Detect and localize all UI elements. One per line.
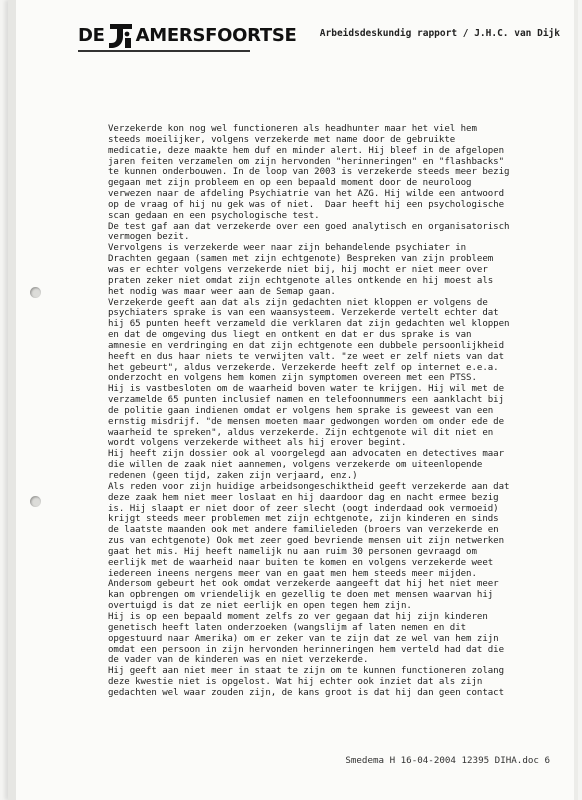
- body-text-line: kan opbrengen om vriendelijk en gezellig te doen met mensen waarvan hij: [108, 590, 494, 601]
- body-text-line: en dat de omgeving dus liegt en ontkent en dat er dus sprake is van: [108, 330, 472, 341]
- report-title: Arbeidsdeskundig rapport / J.H.C. van Dijk: [319, 28, 560, 39]
- page-footer: Smedema H 16-04-2004 12395 DIHA.doc 6: [345, 755, 550, 766]
- body-text-line: het gebeurt", aldus verzekerde. Verzekerde heeft zelf op internet e.e.a.: [108, 362, 499, 373]
- body-text-line: gaat het mis. Hij heeft namelijk nu aan ruim 30 personen gevraagd om: [108, 546, 477, 557]
- page-edge: [8, 0, 16, 800]
- body-text-line: de vader van de kinderen was en niet verzekerde.: [108, 655, 369, 666]
- body-text-line: Drachten gegaan (samen met zijn echtgenote) Bespreken van zijn probleem: [108, 254, 494, 265]
- page-edge: [574, 0, 578, 800]
- body-text-line: Verzekerde kon nog wel functioneren als headhunter maar het viel hem: [108, 124, 477, 134]
- body-text-line: te kunnen onderbouwen. In de loop van 2003 is verzekerde steeds meer bezig: [108, 167, 510, 178]
- body-text-line: redenen (geen tijd, zaken zijn verjaard, enz.): [108, 471, 358, 481]
- body-text-line: omdat een persoon in zijn hervonden herinneringen hem verteld had dat die: [108, 644, 505, 655]
- body-text-line: praten zeker niet omdat zijn echtgenote alles ontkende en hij moest als: [108, 275, 494, 286]
- body-text-line: overtuigd is dat ze niet eerlijk en open tegen hem zijn.: [108, 601, 412, 612]
- body-text-line: medicatie, deze maakte hem duf en minder alert. Hij bleef in de afgelopen: [108, 145, 505, 156]
- body-text-line: Hij is vastbesloten om de waarheid boven water te krijgen. Hij wil met de: [108, 384, 505, 395]
- body-text-line: Hij heeft zijn dossier ook al voorgelegd aan advocaten en detectives maar: [108, 449, 505, 460]
- company-logo: [78, 20, 297, 50]
- body-text-line: Vervolgens is verzekerde weer naar zijn behandelende psychiater in: [108, 243, 467, 254]
- body-text-line: De test gaf aan dat verzekerde over een goed analytisch en organisatorisch: [108, 221, 510, 232]
- body-text-line: op de vraag of hij nu gek was of niet. Daar heeft hij een psychologische: [108, 199, 505, 210]
- body-text-line: verwezen naar de afdeling Psychiatrie van het AZG. Hij wilde een antwoord: [108, 189, 505, 200]
- body-text-line: wordt volgens verzekerde witheet als hij erover begint.: [108, 438, 407, 449]
- body-text-line: Andersom gebeurt het ook omdat verzekerde aangeeft dat hij het niet meer: [108, 579, 499, 590]
- body-text-line: vermogen bezit.: [108, 232, 190, 243]
- body-text-line: jaren feiten verzamelen om zijn hervonden "herinneringen" en "flashbacks": [108, 156, 505, 167]
- body-text-line: de politie gaan indienen omdat er volgens hem sprake is geweest van een: [108, 405, 494, 416]
- body-text-line: hij 65 punten heeft verzameld die verklaren dat zijn gedachten wel kloppen: [108, 319, 510, 330]
- body-text-line: psychiaters sprake is van een waansysteem. Verzekerde vertelt echter dat: [108, 308, 499, 319]
- punch-hole: [30, 287, 41, 298]
- logo-text-left: DE: [78, 24, 105, 46]
- body-text-line: deze zaak hem niet meer loslaat en hij daardoor dag en nacht ermee bezig: [108, 492, 499, 503]
- body-text-line: deze kwestie niet is opgelost. Wat hij echter ook inziet dat als zijn: [108, 677, 483, 688]
- body-text-line: was er echter volgens verzekerde niet bij, hij mocht er niet meer over: [108, 264, 488, 275]
- logo-wordmark: [78, 20, 297, 50]
- body-text-line: opgestuurd naar Amerika) om er zeker van te zijn dat ze wel van hem zijn: [108, 633, 499, 644]
- body-text-line: waarheid te spreken", aldus verzekerde. Zijn echtgenote wil dit niet en: [108, 427, 494, 438]
- body-text-line: krijgt steeds meer problemen met zijn echtgenote, zijn kinderen en sinds: [108, 514, 499, 525]
- punch-hole: [30, 496, 41, 507]
- body-text-line: verzamelde 65 punten inclusief namen en telefoonnummers een aanklacht bij: [108, 395, 505, 406]
- body-text-line: heeft en dus haar niets te verwijten valt. "ze weet er zelf niets van dat: [108, 351, 505, 362]
- body-text-line: ernstig misdrijf. "de mensen moeten maar gedwongen worden om onder ede de: [108, 416, 505, 427]
- body-text-line: eerlijk met de waarheid naar buiten te komen en volgens verzekerde weet: [108, 557, 494, 568]
- body-text-line: gegaan met zijn probleem en op een bepaald moment door de neuroloog: [108, 178, 472, 189]
- body-text-line: Verzekerde geeft aan dat als zijn gedachten niet kloppen er volgens de: [108, 297, 488, 308]
- body-text-line: genetisch heeft laten onderzoeken (wangslijm af laten nemen en dit: [108, 622, 467, 633]
- body-text-line: steeds moeilijker, volgens verzekerde met name door de gebruikte: [108, 134, 456, 145]
- body-text-line: de laatste maanden ook met andere familieleden (broers van verzekerde en: [108, 525, 499, 536]
- body-text-line: iedereen ineens nergens meer van en gaat men hem steeds meer mijden.: [108, 568, 477, 579]
- logo-text-right: AMERSFOORTSE: [135, 24, 297, 46]
- body-text-line: zus van echtgenote) Ook met zeer goed bevriende mensen uit zijn netwerken: [108, 536, 505, 547]
- body-text-line: die willen de zaak niet aannemen, volgens verzekerde om uiteenlopende: [108, 460, 483, 471]
- body-text-line: amnesie en verdringing en dat zijn echtgenote een dubbele persoonlijkheid: [108, 340, 505, 351]
- body-text-line: het nodig was maar weer aan de Semap gaan.: [108, 286, 336, 297]
- body-text-line: Als reden voor zijn huidige arbeidsongeschiktheid geeft verzekerde aan dat: [108, 481, 510, 492]
- body-text-line: is. Hij slaapt er niet door of zeer slecht (oogt inderdaad ook vermoeid): [108, 503, 499, 514]
- document-page: [8, 0, 578, 800]
- body-text-line: Hij geeft aan niet meer in staat te zijn om te kunnen functioneren zolang: [108, 666, 505, 677]
- logo-underline: [78, 50, 250, 52]
- body-text-line: Hij is op een bepaald moment zelfs zo ver gegaan dat hij zijn kinderen: [108, 611, 488, 622]
- body-text-line: scan gedaan en een psychologische test.: [108, 210, 320, 221]
- body-text-line: gedachten wel waar zouden zijn, de kans groot is dat hij dan geen contact: [108, 687, 505, 698]
- report-body-text: [108, 124, 563, 699]
- logo-figure-icon: [106, 20, 136, 50]
- body-text-line: onderzocht en volgens hem komen zijn symptomen overeen met een PTSS.: [108, 373, 477, 384]
